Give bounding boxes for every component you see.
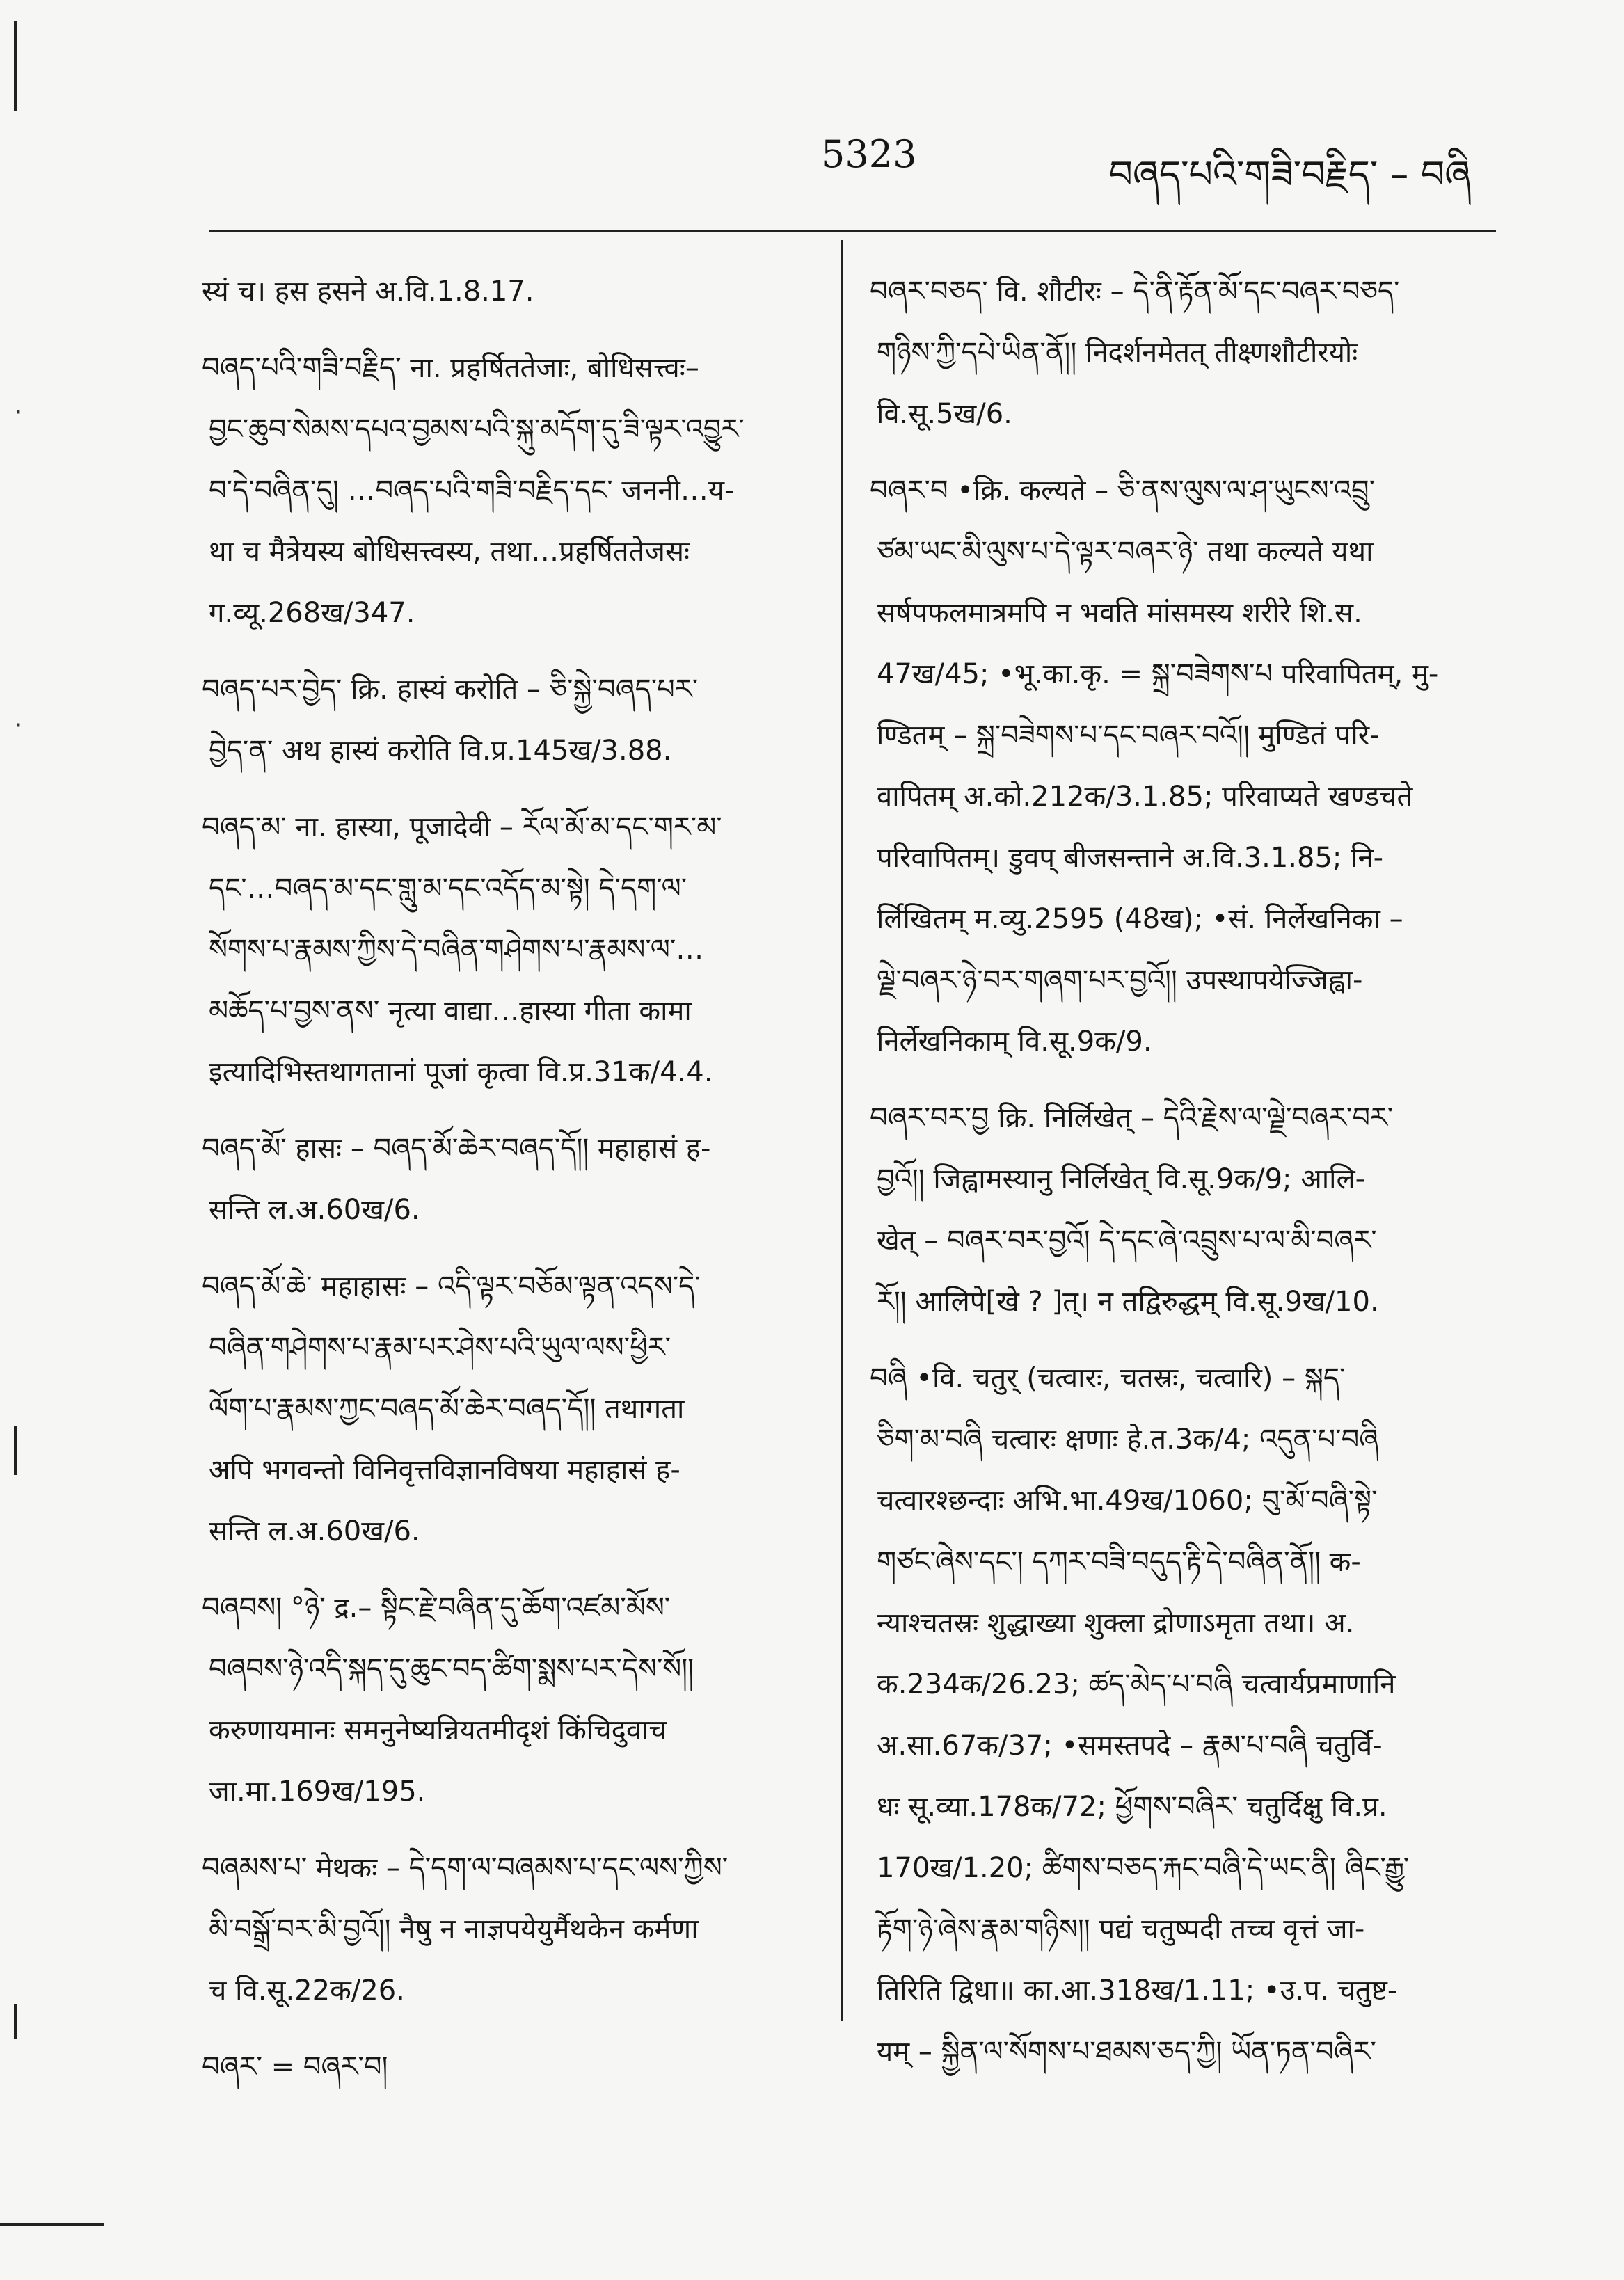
entry-line: इत्यादिभिस्तथागतानां पूजां कृत्वा वि.प्र.31क/4.4. (209, 1056, 713, 1088)
entry-headline: བཞར་བར་བྱ क्रि. निर्लिखेत् – དེའི་རྗེས་ལ་ལྗེ་བཞར་བར་ (870, 1102, 1394, 1134)
entry-line: མཆོད་པ་བྱས་ནས་ नृत्या वाद्या…हास्या गीता कामा (209, 995, 692, 1027)
entry-line: གཉིས་ཀྱི་དཔེ་ཡིན་ནོ།། निदर्शनमेतत् तीक्ष्णशौटीरयोः (877, 337, 1358, 369)
entry-headline: བཞབས། °ཉེ་ द्र.– སྟིང་རྗེ་བཞིན་དུ་ཆོག་འཛམ་མོས་ (202, 1592, 671, 1624)
entry-line: བྱེད་ན་ अथ हास्यं करोति वि.प्र.145ख/3.88. (209, 735, 672, 767)
entry-line: क.234क/26.23; ཚད་མེད་པ་བཞི चत्वार्यप्रमाणानि (877, 1668, 1396, 1700)
entry-line: བཞིན་གཤེགས་པ་རྣམ་པར་ཤེས་པའི་ཡུལ་ལས་ཕྱིར་ (209, 1332, 671, 1364)
entry-headline: स्यं च। हस हसने अ.वि.1.8.17. (202, 276, 534, 308)
right-column (870, 261, 1496, 2098)
dictionary-entry (202, 797, 821, 1103)
entry-line: चत्वारश्छन्दाः अभि.भा.49ख/1060; བུ་མོ་བཞི་སྟེ་ (877, 1485, 1378, 1517)
entry-headline: བཞད་པར་བྱེད་ क्रि. हास्यं करोति – ཅི་སྐྱེ་བཞད་པར་ (202, 673, 699, 705)
entry-line: अपि भगवन्तो विनिवृत्तविज्ञानविषया महाहासं ह- (209, 1454, 680, 1486)
entry-line: རོ།། आलिपे[खे ? ]त्। न तद्विरुद्धम् वि.सू.9ख/10. (877, 1286, 1379, 1318)
entry-line: བཞབས་ཉེ་འདི་སྐད་དུ་ཆུང་བད་ཚིག་སྨས་པར་དེས་སོ།། (209, 1653, 694, 1685)
dictionary-entry (202, 1837, 821, 2021)
entry-line: सर्षपफलमात्रमपि न भवति मांसमस्य शरीरे शि.स. (877, 597, 1362, 629)
entry-line: ཅིག་མ་བཞི चत्वारः क्षणाः हे.त.3क/4; འདུན་པ་བཞི (877, 1424, 1379, 1456)
entry-headline: བཞད་མོ་ཆེ་ महाहासः – འདི་ལྟར་བཅོམ་ལྟན་འདས་དེ་ (202, 1270, 701, 1302)
entry-line: གཙང་ཞེས་དང་། དཀར་བཟི་བདུད་རྟི་དེ་བཞིན་ནོ།། क- (877, 1546, 1361, 1578)
dictionary-entry (202, 1118, 821, 1241)
stray-mark: · (14, 397, 23, 429)
entry-line: खेत् – བཞར་བར་བྱའོ། དེ་དང་ཞེ་འབྲུས་པ་ལ་མི་བཞར་ (877, 1225, 1377, 1257)
entry-line: सन्ति ल.अ.60ख/6. (209, 1515, 420, 1547)
dictionary-entry (202, 1256, 821, 1562)
entry-headline: བཞི •वि. चतुर् (चत्वारः, चतस्रः, चत्वारि) – སྐད་ (870, 1362, 1346, 1394)
entry-line: धः सू.व्या.178क/72; ཕྱོགས་བཞིར་ चतुर्दिक्षु वि.प्र. (877, 1791, 1387, 1823)
running-head: བཞད་པའི་གཟི་བརྗིད་ – བཞི (1108, 152, 1471, 196)
entry-headline: བཞར་ = བཞར་བ། (202, 2051, 388, 2083)
entry-line: यम् – སྐྱིན་ལ་སོགས་པ་ཐམས་ཅད་ཀྱི། ཡོན་ཏན་བཞིར་ (877, 2036, 1376, 2068)
entry-headline: བཞམས་པ་ मेथकः – དེ་དག་ལ་བཞམས་པ་དང་ལས་ཀྱིས་ (202, 1852, 729, 1884)
entry-line: དང་…བཞད་མ་དང་གླུ་མ་དང་འདོད་མ་སྟེ། དེ་དག་ལ་ (209, 872, 687, 904)
entry-line: ལྗེ་བཞར་ཉེ་བར་གཞག་པར་བྱའོ།། उपस्थापयेज्जिह्वा- (877, 964, 1363, 996)
entry-line: ग.व्यू.268ख/347. (209, 597, 415, 629)
entry-line: अ.सा.67क/37; •समस्तपदे – རྣམ་པ་བཞི चतुर्वि- (877, 1730, 1383, 1762)
dictionary-entry (870, 261, 1496, 445)
stray-mark: · (14, 710, 23, 742)
entry-line: निर्लेखनिकाम् वि.सू.9क/9. (877, 1026, 1152, 1058)
page-number: 5323 (821, 132, 917, 176)
entry-line: 47ख/45; •भू.का.कृ. = སྐྲ་བཟེགས་པ परिवापितम्, मु- (877, 658, 1439, 690)
dictionary-entry (202, 337, 821, 644)
bottom-edge-mark (0, 2223, 104, 2226)
left-column (202, 261, 821, 2113)
entry-headline: བཞད་པའི་གཟི་བརྗིད་ ना. प्रहर्षिततेजाः, बोधिसत्त्वः– (202, 352, 699, 384)
entry-line: ལོག་པ་རྣམས་ཀྱང་བཞད་མོ་ཆེར་བཞད་དོ།། तथागता (209, 1393, 685, 1425)
entry-headline: བཞད་མ་ ना. हास्या, पूजादेवी – རོལ་མོ་མ་དང་གར་མ་ (202, 811, 722, 843)
entry-line: 170ख/1.20; ཚིགས་བཅད་རྐང་བཞི་དེ་ཡང་ནི། ཞིང་རྒྱུ་ (877, 1852, 1410, 1884)
dictionary-entry (202, 2036, 821, 2098)
entry-line: च वि.सू.22क/26. (209, 1975, 405, 2007)
entry-line: བ་དེ་བཞིན་དུ། …བཞད་པའི་གཟི་བརྗིད་དང་ जननी…य- (209, 475, 735, 507)
left-edge-mark (14, 2004, 17, 2039)
entry-line: རྟོག་ཉེ་ཞེས་རྣམ་གཉིས།། पद्यं चतुष्पदी तच्च वृत्तं जा- (877, 1913, 1365, 1945)
header-rule (209, 230, 1496, 232)
column-rule (841, 240, 843, 2021)
entry-headline: བཞར་བ •क्रि. कल्यते – ཅི་ནས་ལུས་ལ་ཤ་ཡུངས་འབྲུ་ (870, 475, 1376, 507)
entry-line: བྱའོ།། जिह्वामस्यानु निर्लिखेत् वि.सू.9क/9; आलि- (877, 1163, 1366, 1195)
dictionary-entry (870, 460, 1496, 1072)
entry-line: र्लिखितम् म.व्यु.2595 (48ख); •सं. निर्लेखनिका – (877, 903, 1403, 935)
entry-line: ཙམ་ཡང་མི་ལུས་པ་དེ་ལྟར་བཞར་ཉེ་ तथा कल्यते यथा (877, 536, 1374, 568)
entry-line: ण्डितम् – སྐྲ་བཟེགས་པ་དང་བཞར་བའོ།། मुण्डितं परि- (877, 719, 1380, 751)
entry-line: जा.मा.169ख/195. (209, 1776, 426, 1808)
dictionary-entry (202, 1577, 821, 1822)
left-edge-mark (14, 1426, 17, 1475)
entry-line: तिरिति द्विधा॥ का.आ.318ख/1.11; •उ.प. चतुष्ट- (877, 1975, 1398, 2007)
entry-line: वि.सू.5ख/6. (877, 398, 1012, 430)
entry-line: བྱང་ཆུབ་སེམས་དཔའ་བྱམས་པའི་སྐུ་མདོག་དུ་ཟི་ལྟར་འབྱུར་ (209, 413, 745, 445)
entry-line: करुणायमानः समनुनेष्यन्नियतमीदृशं किंचिदुवाच (209, 1714, 667, 1746)
dictionary-entry (870, 1087, 1496, 1332)
entry-line: न्याश्चतस्रः शुद्धाख्या शुक्ला द्रोणाऽमृता तथा। अ. (877, 1607, 1355, 1639)
entry-line: མི་བསྒྲོ་བར་མི་བྱའོ།། नैषु न नाज्ञपयेयुर्मैथकेन कर्मणा (209, 1913, 699, 1945)
entry-line: सन्ति ल.अ.60ख/6. (209, 1194, 420, 1226)
dictionary-entry (202, 261, 821, 322)
entry-line: वापितम् अ.को.212क/3.1.85; परिवाप्यते खण्डचते (877, 781, 1413, 813)
left-edge-mark (14, 21, 17, 111)
dictionary-entry (202, 659, 821, 781)
dictionary-entry (870, 1348, 1496, 2082)
entry-headline: བཞད་མོ་ हासः – བཞད་མོ་ཆེར་བཞད་དོ།། महाहासं ह- (202, 1133, 711, 1165)
entry-line: སོགས་པ་རྣམས་ཀྱིས་དེ་བཞིན་གཤེགས་པ་རྣམས་ལ་… (209, 934, 704, 966)
entry-line: था च मैत्रेयस्य बोधिसत्त्वस्य, तथा…प्रहर्षिततेजसः (209, 536, 690, 568)
entry-line: परिवापितम्। डुवप् बीजसन्ताने अ.वि.3.1.85; नि- (877, 842, 1384, 874)
entry-headline: བཞར་བཅད་ वि. शौटीरः – དེ་ནི་རྟོན་མོ་དང་བཞར་བཅད་ (870, 276, 1400, 308)
